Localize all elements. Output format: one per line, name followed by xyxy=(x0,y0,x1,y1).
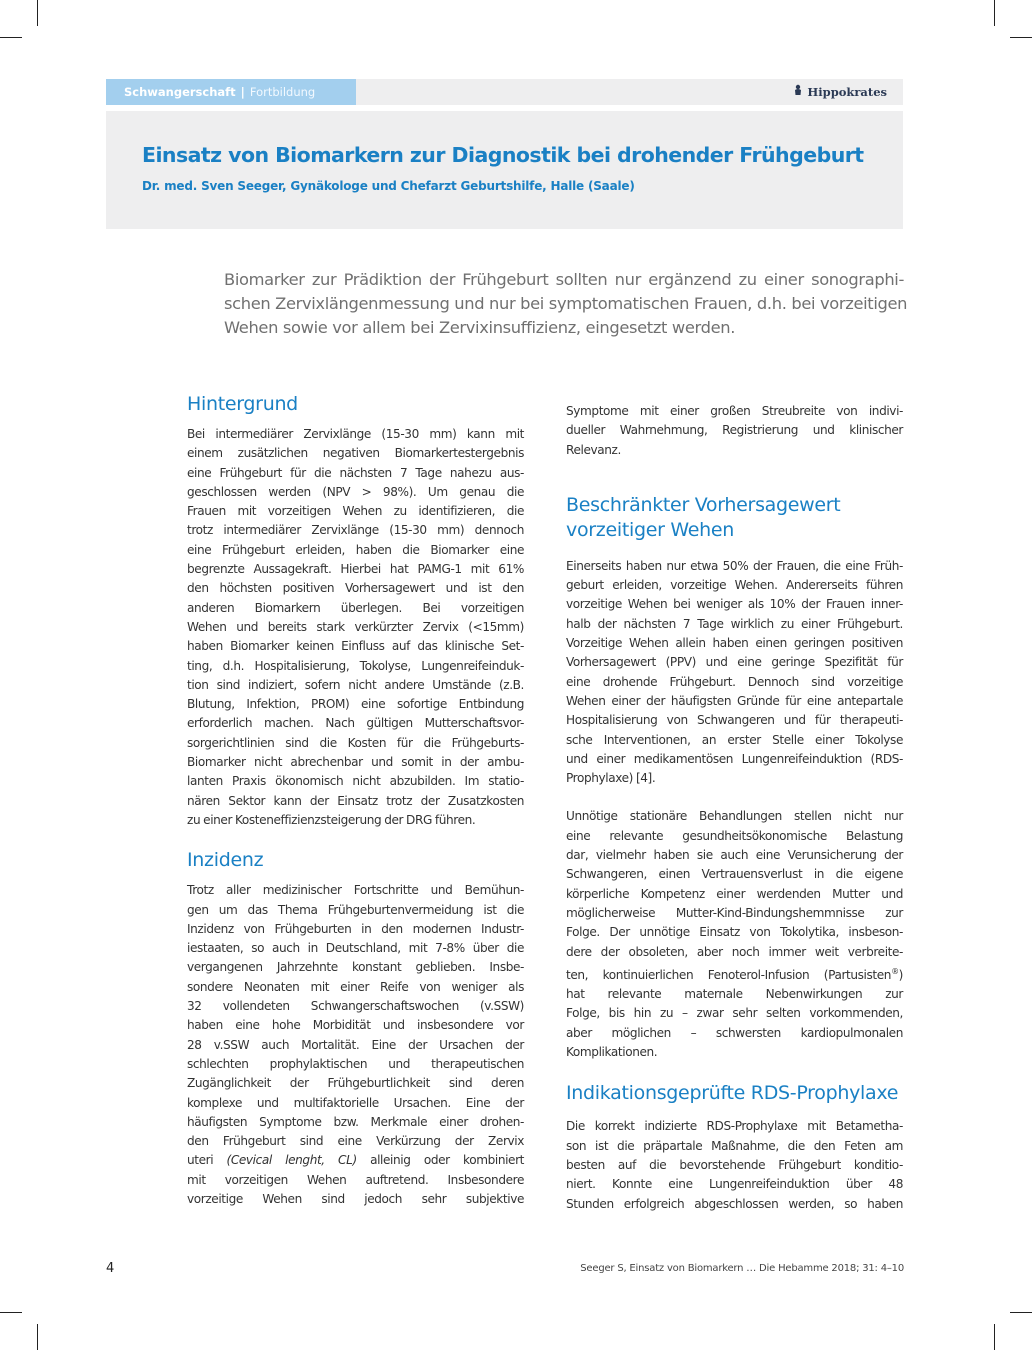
heading-rds-prophylaxe: Indikationsgeprüfte RDS-Prophylaxe xyxy=(566,1082,899,1105)
article-author: Dr. med. Sven Seeger, Gynäkologe und Chefarzt Geburtshilfe, Halle (Saale) xyxy=(142,179,635,193)
text-line: haben eine hohe Morbidität und insbesondere vor xyxy=(187,1018,524,1033)
text-line: dueller Wahrnehmung, Registrierung und klinischer xyxy=(566,423,903,438)
text-line: einem zusätzlichen negativen Biomarkertestergebnis xyxy=(187,446,524,461)
abstract-text xyxy=(224,268,908,340)
text-line: zu einer Kosteneffizienzsteigerung der DRG führen. xyxy=(187,812,476,827)
category-label: Fortbildung xyxy=(249,85,316,99)
crop-mark xyxy=(1010,1312,1032,1313)
crop-mark xyxy=(994,1324,995,1350)
article-title: Einsatz von Biomarkern zur Diagnostik bei drohender Frühgeburt xyxy=(142,143,864,167)
text-line: haben Biomarker keinen Einfluss auf das klinische Set- xyxy=(187,639,524,654)
text-line: Bei intermediärer Zervixlänge (15-30 mm) kann mit xyxy=(187,427,524,441)
heading-vorhersagewert xyxy=(566,493,903,543)
abstract xyxy=(224,268,908,340)
text-line: schlechten prophylaktischen und therapeutischen xyxy=(187,1056,524,1071)
text-line: ting, d.h. Hospitalisierung, Tokolyse, Lungenreifeinduk- xyxy=(187,658,524,673)
paragraph-unnoetig xyxy=(566,807,903,1062)
text-line: körperliche Kompetenz einer werdenden Mutter und xyxy=(566,886,903,901)
text-line: Einerseits haben nur etwa 50% der Frauen, die eine Früh- xyxy=(566,558,903,573)
text-line: begrenzte Aussagekraft. Hierbei hat PAMG-1 mit 61% xyxy=(187,562,524,577)
text-line: Hospitalisierung von Schwangeren und für therapeuti- xyxy=(566,713,903,728)
text-line: Frauen mit vorzeitigen Wehen zu identifizieren, die xyxy=(187,504,524,519)
text-line: besten auf die bevorstehende Frühgeburt konditio- xyxy=(566,1157,903,1172)
text-line: tion sind indiziert, sofern nicht andere Umstände (z.B. xyxy=(187,677,524,692)
paragraph-inzidenz xyxy=(187,881,524,1209)
heading-line: vorzeitiger Wehen xyxy=(566,518,734,541)
text-line: 32 vollendeten Schwangerschaftswochen (v.SSW) xyxy=(187,999,524,1014)
text-line: 28 v.SSW auch Mortalität. Eine der Ursachen der xyxy=(187,1037,524,1052)
heading-hintergrund: Hintergrund xyxy=(187,393,298,415)
crop-mark xyxy=(0,1312,22,1313)
text-line: Vorzeitige Wehen allein haben einen geringen positiven xyxy=(566,636,903,651)
text-line: Folge. Der unnötige Einsatz von Tokolytika, insbeson- xyxy=(566,925,903,940)
text-line: aber möglichen – schwersten kardiopulmonalen xyxy=(566,1025,903,1040)
text-line: Symptome mit einer großen Streubreite von indivi- xyxy=(566,404,903,418)
text-line: trotz intermediärer Zervixlänge (15-30 mm) dennoch xyxy=(187,523,524,538)
text-line: Folge, bis hin zu – zwar sehr selten vorkommenden, xyxy=(566,1006,903,1021)
section-separator: | xyxy=(240,85,245,99)
text-line: Prophylaxe) [4]. xyxy=(566,771,656,786)
text-line: geschlossen werden (NPV > 98%). Um genau die xyxy=(187,484,524,499)
text-line: geburt erleiden, vorzeitige Wehen. Andererseits führen xyxy=(566,578,903,593)
text-line: Komplikationen. xyxy=(566,1045,658,1060)
section-tag xyxy=(106,79,356,105)
text-line: den Frühgeburt sind eine Verkürzung der Zervix xyxy=(187,1134,524,1149)
text-line: anderen Biomarkern überlegen. Bei vorzeitigen xyxy=(187,600,524,615)
publisher-brand xyxy=(793,79,887,105)
text-line: dar, vielmehr haben sie auch eine Verunsicherung der xyxy=(566,848,903,863)
publisher-name: Hippokrates xyxy=(807,85,887,99)
text-line: hat relevante maternale Nebenwirkungen zur xyxy=(566,987,903,1002)
text-line: Schwangeren, einen Vertrauensverlust in die eigene xyxy=(566,867,903,882)
crop-mark xyxy=(1010,37,1032,38)
left-column xyxy=(187,392,524,1209)
crop-mark xyxy=(994,0,995,26)
text-line: uteri (Cevical lenght, CL) alleinig oder kombiniert xyxy=(187,1153,524,1168)
text-line: sondere Neonaten mit einer Reife von weniger als xyxy=(187,979,524,994)
text-line: son ist die präpartale Maßnahme, die den Feten am xyxy=(566,1138,903,1153)
text-line: vorzeitige Wehen sind jedoch sehr subjektive xyxy=(187,1191,524,1206)
text-line: eine relevante gesundheitsökonomische Belastung xyxy=(566,828,903,843)
text-line: eine Frühgeburt für die nächsten 7 Tage nahezu aus- xyxy=(187,465,524,480)
text-line: halb der nächsten 7 Tage wirklich zu einer Frühgeburt. xyxy=(566,616,903,631)
paragraph-intro xyxy=(566,402,903,460)
text-line: Trotz aller medizinischer Fortschritte und Bemühun- xyxy=(187,883,524,898)
page-number: 4 xyxy=(106,1261,115,1276)
text-line: sche Interventionen, an erster Stelle einer Tokolyse xyxy=(566,732,903,747)
text-line: Wehen und bereits stark verkürzter Zervix (<15mm) xyxy=(187,619,524,634)
text-line: häufigsten Symptome bzw. Merkmale einer drohen- xyxy=(187,1114,524,1129)
hippokrates-logo-icon xyxy=(793,79,803,105)
text-line: komplexe und multifaktorielle Ursachen. Eine der xyxy=(187,1095,524,1110)
text-line: Blutung, Infektion, PROM) eine sofortige Entbindung xyxy=(187,697,524,712)
text-line: iestaaten, so auch in Deutschland, mit 7-8% über die xyxy=(187,941,524,956)
text-line: Wehen einer der häufigsten Gründe für eine antepartale xyxy=(566,693,903,708)
paragraph-hintergrund xyxy=(187,425,524,830)
text-line: vorzeitige Wehen bei weniger als 10% der Frauen inner- xyxy=(566,597,903,612)
heading-inzidenz: Inzidenz xyxy=(187,849,264,872)
abstract-line: schen Zervixlängenmessung und nur bei symptomatischen Frauen, d.h. bei vorzeitigen xyxy=(224,294,908,313)
crop-mark xyxy=(37,0,38,26)
title-block xyxy=(106,111,903,229)
abstract-line: Biomarker zur Prädiktion der Frühgeburt sollten nur ergänzend zu einer sonographi- xyxy=(224,270,904,289)
text-line: Relevanz. xyxy=(566,442,621,457)
text-line: Zugänglichkeit der Frühgeburtlichkeit sind deren xyxy=(187,1076,524,1091)
text-line: Biomarker nicht abrechenbar und somit in der ambu- xyxy=(187,755,524,770)
text-line: gen um das Thema Frühgeburtenvermeidung ist die xyxy=(187,902,524,917)
running-header xyxy=(106,79,903,105)
text-line: Vorhersagewert (PPV) und eine geringe Spezifität für xyxy=(566,655,903,670)
text-line: ten, kontinuierlichen Fenoterol-Infusion (Partusisten®) xyxy=(566,966,903,982)
text-line: vergangenen Jahrzehnte konstant geblieben. Insbe- xyxy=(187,960,524,975)
text-line: den höchsten positiven Vorhersagewert und ist den xyxy=(187,581,524,596)
paragraph-rds xyxy=(566,1117,903,1213)
text-line: eine Frühgeburt erleiden, haben die Biomarker eine xyxy=(187,542,524,557)
citation-footer: Seeger S, Einsatz von Biomarkern … Die Hebamme 2018; 31: 4–10 xyxy=(580,1263,904,1274)
crop-mark xyxy=(0,37,22,38)
text-line: Inzidenz von Frühgeburten in den modernen Industr- xyxy=(187,921,524,936)
paragraph-vorhersagewert xyxy=(566,557,903,789)
text-line: Unnötige stationäre Behandlungen stellen nicht nur xyxy=(566,809,903,824)
crop-mark xyxy=(37,1324,38,1350)
right-column xyxy=(566,402,903,1214)
text-line: Stunden erfolgreich abgeschlossen werden, so haben xyxy=(566,1196,903,1211)
text-line: und einer medikamentösen Lungenreifeinduktion (RDS- xyxy=(566,751,903,766)
section-label: Schwangerschaft xyxy=(124,85,236,99)
text-line: sorgerichtlinien sind die Kosten für die Frühgeburts- xyxy=(187,735,524,750)
text-line: dere der obsoleten, aber noch immer weit verbreite- xyxy=(566,944,903,959)
text-line: Die korrekt indizierte RDS-Prophylaxe mit Betametha- xyxy=(566,1119,903,1134)
text-line: nären Sektor kann der Einsatz trotz der Zusatzkosten xyxy=(187,793,524,808)
heading-line: Beschränkter Vorhersagewert xyxy=(566,493,841,516)
text-line: mit vorzeitigen Wehen auftretend. Insbesondere xyxy=(187,1172,524,1187)
abstract-line: Wehen sowie vor allem bei Zervixinsuffizienz, eingesetzt werden. xyxy=(224,318,736,337)
text-line: möglicherweise Mutter-Kind-Bindungshemmnisse zur xyxy=(566,905,903,920)
text-line: niert. Konnte eine Lungenreifeinduktion über 48 xyxy=(566,1177,903,1192)
text-line: eine drohende Frühgeburt. Dennoch sind vorzeitige xyxy=(566,674,903,689)
text-line: lanten Praxis ökonomisch nicht abzubilden. Im statio- xyxy=(187,774,524,789)
text-line: erforderlich machen. Nach gültigen Mutterschaftsvor- xyxy=(187,716,524,731)
